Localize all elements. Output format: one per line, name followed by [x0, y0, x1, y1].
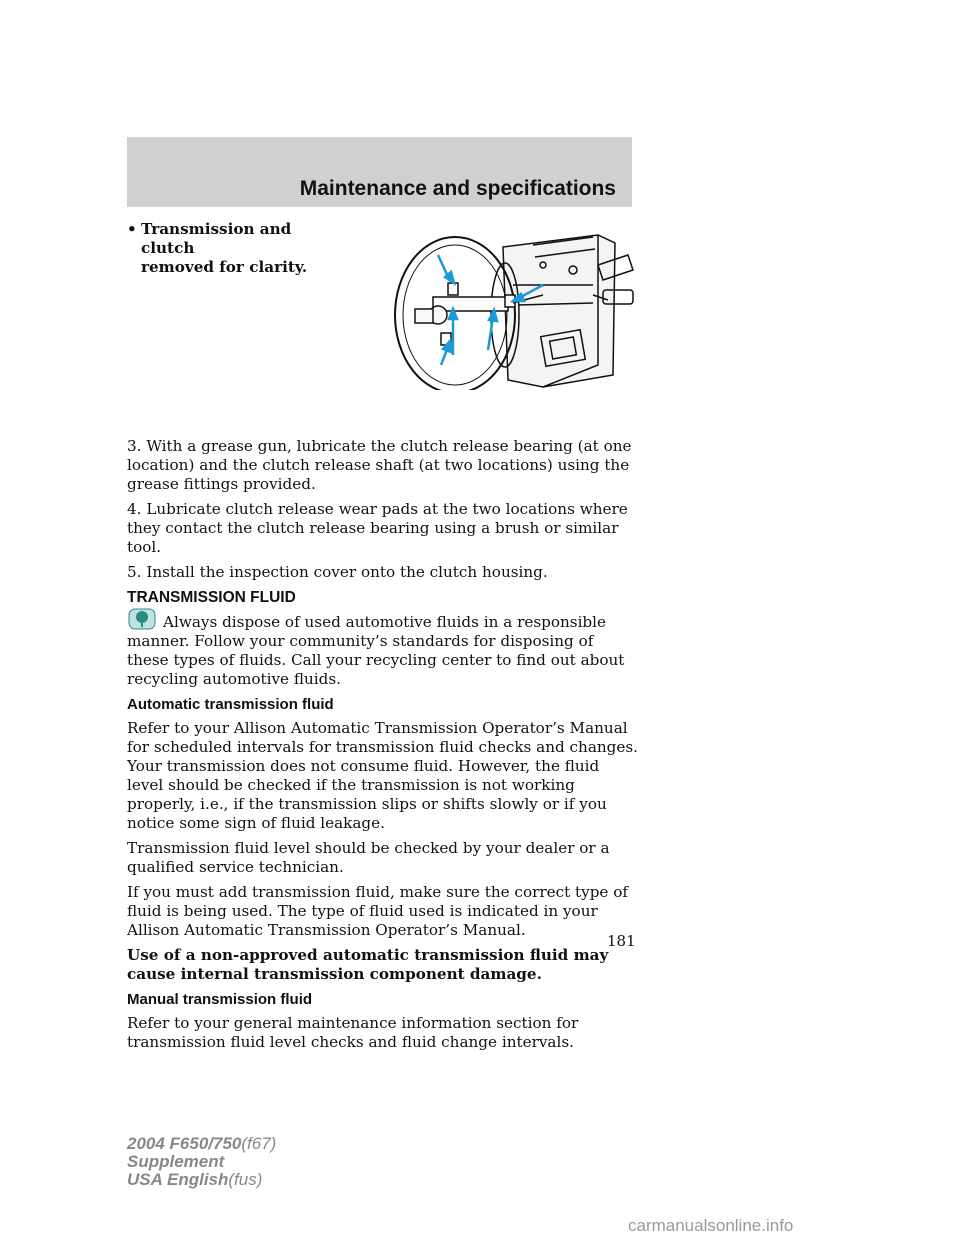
watermark: carmanualsonline.info: [628, 1216, 794, 1235]
footer-model: 2004 F650/750: [127, 1134, 242, 1153]
footer-model-code: (f67): [241, 1134, 277, 1153]
automatic-para-1: Refer to your Allison Automatic Transmission Operator’s Manual for scheduled intervals for transmission fluid checks and changes. Your transmission does not consume fluid. However, the fluid level should be checked if the transmission is not working properly, i.e., if the transmission slips or shifts slowly or if you notice some sign of fluid leakage.: [127, 719, 638, 832]
step-4: 4. Lubricate clutch release wear pads at the two locations where they contact the clutch release bearing using a brush or similar tool.: [127, 500, 628, 556]
page-number: 181: [607, 932, 636, 950]
subheading-automatic: Automatic transmission fluid: [127, 696, 334, 713]
footer-language-code: (fus): [228, 1170, 263, 1189]
document-footer: [127, 1135, 276, 1189]
bullet-icon: •: [127, 220, 137, 238]
automatic-para-2: Transmission fluid level should be checked by your dealer or a qualified service technician.: [127, 839, 610, 876]
step-5: 5. Install the inspection cover onto the clutch housing.: [127, 563, 548, 581]
step-3: 3. With a grease gun, lubricate the clutch release bearing (at one location) and the clutch release shaft (at two locations) using the grease fittings provided.: [127, 437, 632, 493]
manual-para-1: Refer to your general maintenance information section for transmission fluid level checks and fluid change intervals.: [127, 1014, 579, 1051]
footer-supplement: Supplement: [127, 1152, 225, 1171]
footer-language: USA English: [127, 1170, 229, 1189]
section-heading-transmission-fluid: TRANSMISSION FLUID: [127, 589, 296, 606]
figure-caption: [127, 220, 337, 277]
caption-line-1: Transmission and clutch: [141, 220, 292, 257]
subheading-manual: Manual transmission fluid: [127, 991, 313, 1008]
page-content: [127, 220, 639, 1058]
tree-icon: [127, 607, 157, 631]
page-title: Maintenance and specifications: [299, 177, 616, 200]
automatic-para-3: If you must add transmission fluid, make sure the correct type of fluid is being used. The type of fluid used is indicated in your Allison Automatic Transmission Operator’s Manual.: [127, 883, 629, 939]
environment-note-text: Always dispose of used automotive fluids in a responsible manner. Follow your community’s standards for disposing of these types of fluids. Call your recycling center to find out about recycling automotive fluids.: [127, 613, 625, 688]
page-header: [127, 137, 632, 207]
environment-note: [127, 613, 639, 689]
automatic-warning: Use of a non-approved automatic transmission fluid may cause internal transmission component damage.: [127, 946, 609, 983]
caption-line-2: removed for clarity.: [141, 258, 308, 276]
